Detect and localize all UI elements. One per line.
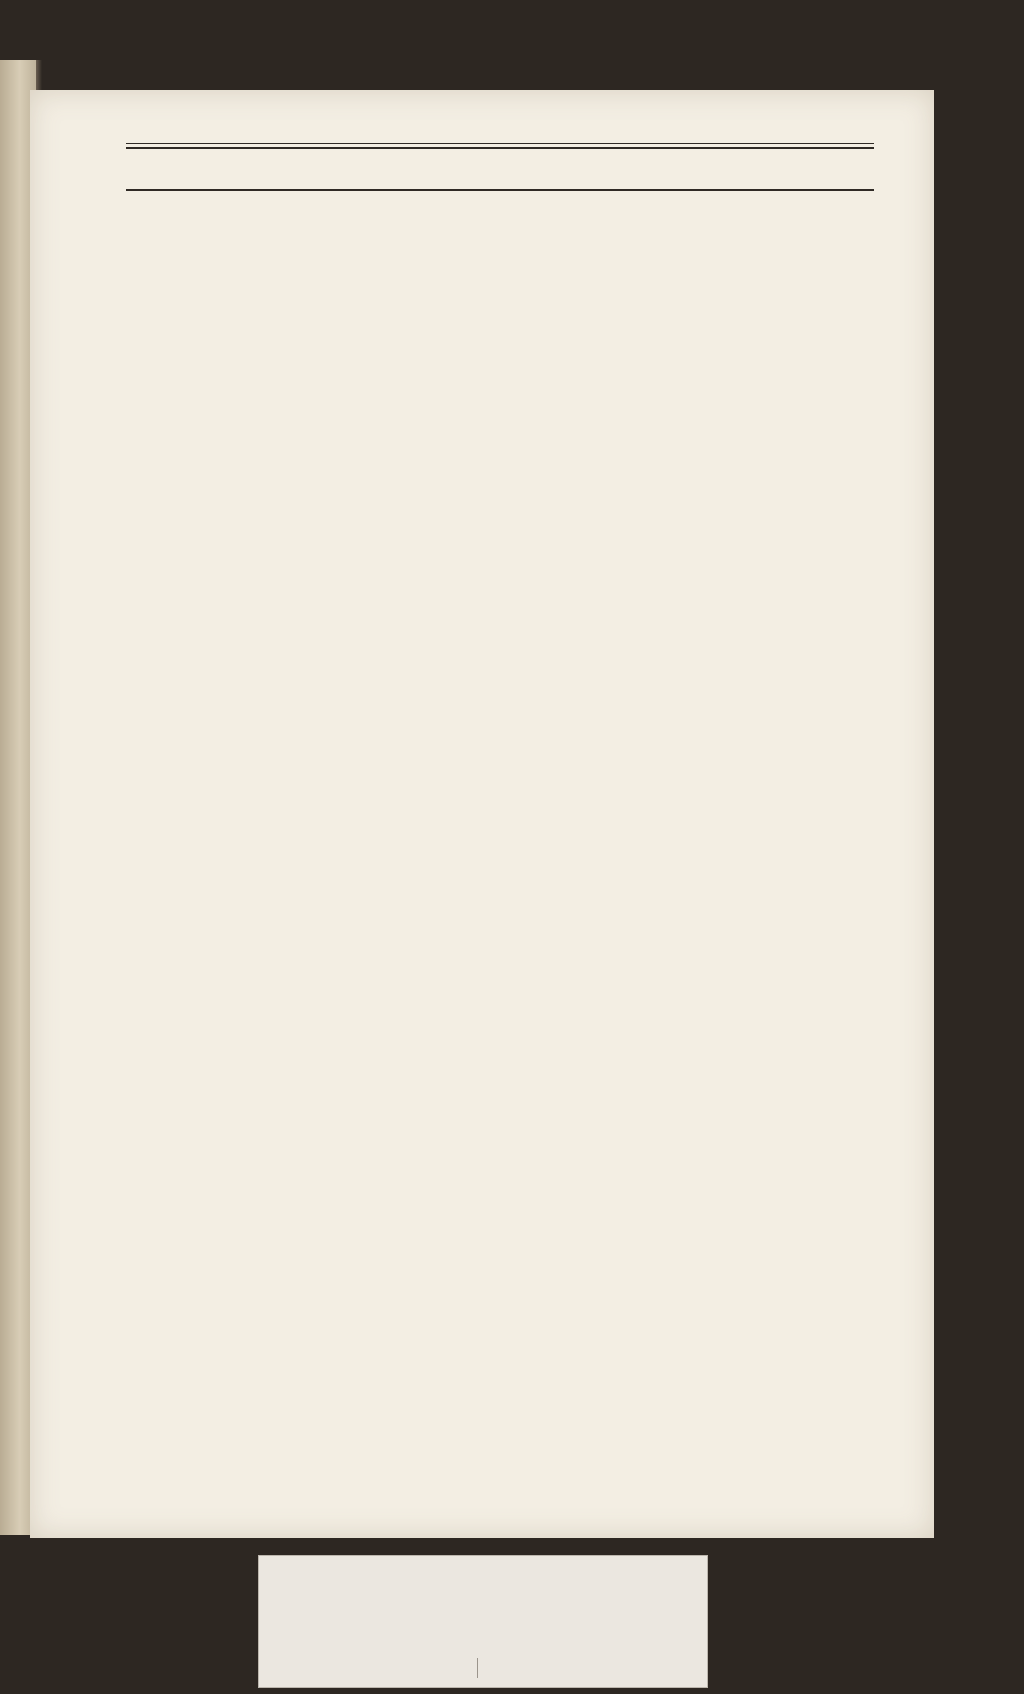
page-body <box>145 214 875 227</box>
separator <box>477 1658 478 1678</box>
running-header <box>126 147 874 191</box>
color-calibration-strip <box>258 1555 708 1688</box>
book-page <box>30 90 934 1538</box>
ruler-scale <box>275 1596 429 1618</box>
